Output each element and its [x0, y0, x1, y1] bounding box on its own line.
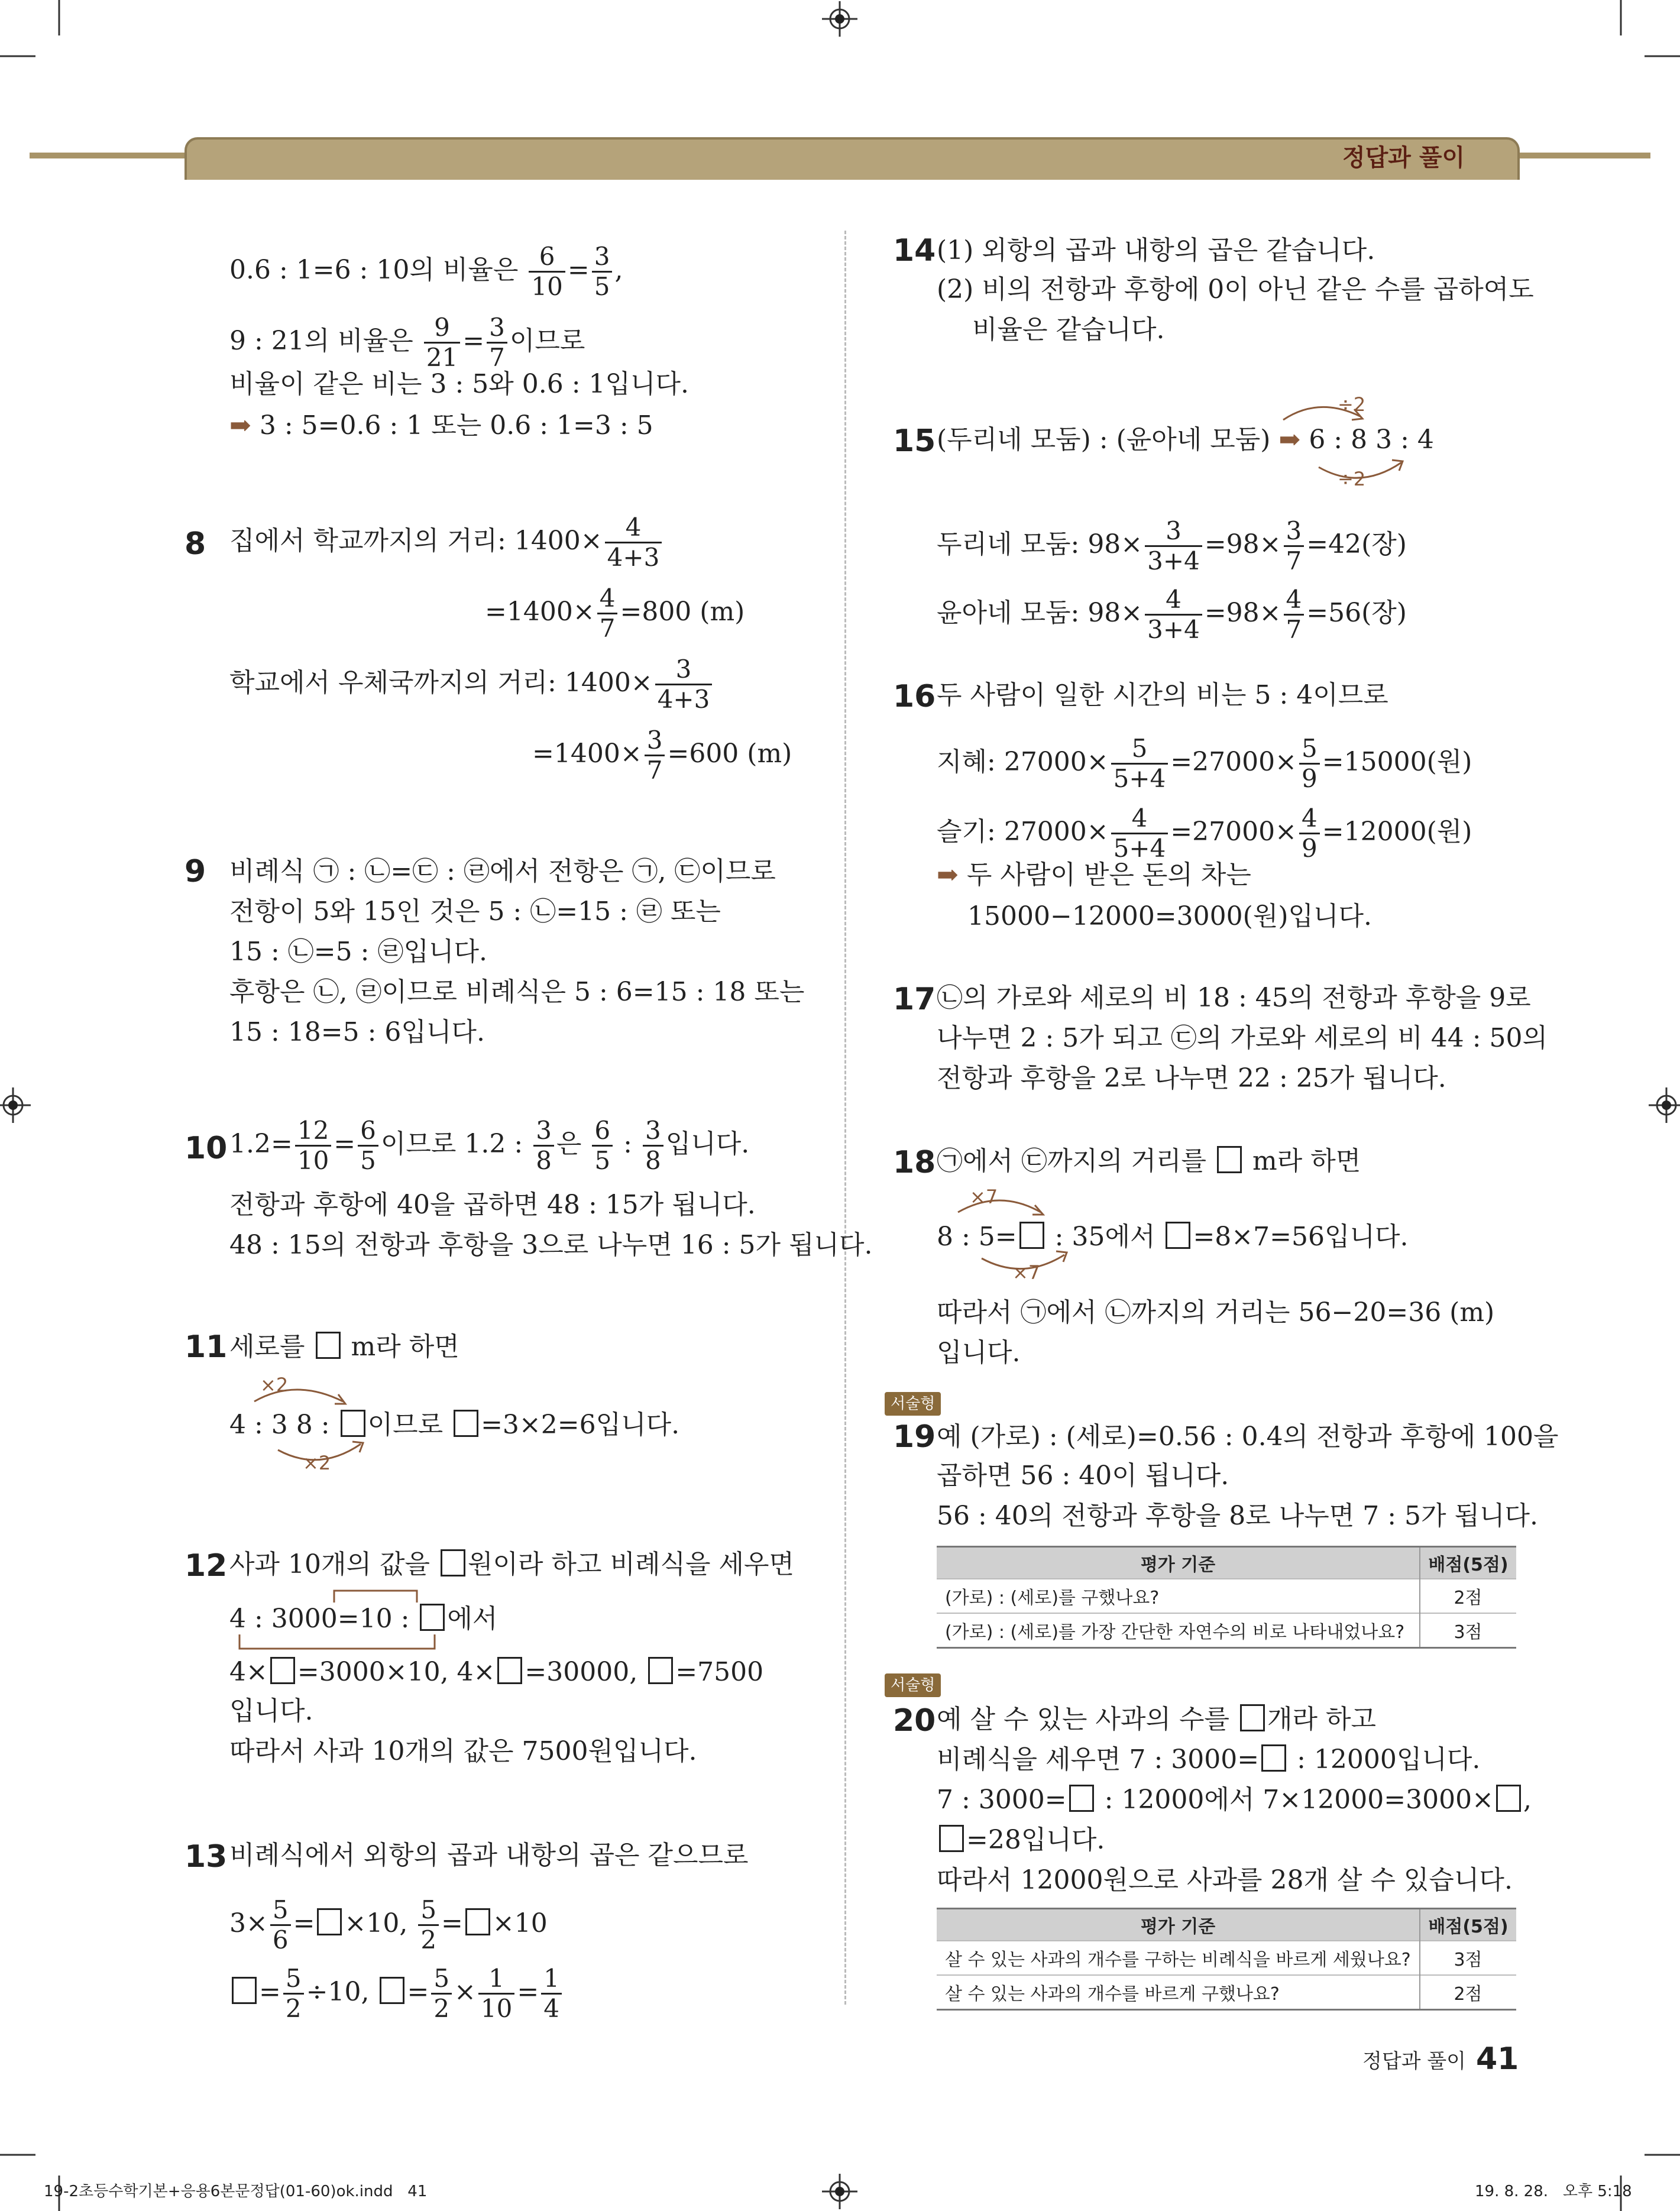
blank-box — [441, 1549, 465, 1576]
p15-l2c: =42(장) — [1306, 529, 1407, 559]
p20-l2a: 비례식을 세우면 7 : 3000= — [937, 1744, 1260, 1775]
p16-f1d: 5+4 — [1113, 764, 1166, 793]
p16-l3c: =12000(원) — [1322, 817, 1472, 847]
p18-l2b: : 35에서 — [1046, 1222, 1164, 1252]
p15-f1n: 3 — [1145, 517, 1202, 547]
p13-f2n: 5 — [418, 1896, 439, 1926]
fraction — [283, 1964, 304, 2023]
p13-l3d: × — [454, 1977, 476, 2007]
p20-l3c: , — [1523, 1785, 1532, 1815]
p13-l3e: = — [517, 1977, 539, 2007]
p13-l2c: ×10, — [344, 1908, 416, 1938]
p16-l2a: 지혜: 27000× — [937, 747, 1109, 777]
fraction — [592, 1116, 613, 1175]
p10-colon: : — [615, 1129, 640, 1159]
p7-l4: 3 : 5=0.6 : 1 또는 0.6 : 1=3 : 5 — [259, 410, 653, 441]
fraction — [597, 584, 618, 643]
p20-l3a: 7 : 3000= — [937, 1785, 1067, 1815]
p15-f2n: 3 — [1284, 517, 1304, 547]
p16-l1: 두 사람이 일한 시간의 비는 5 : 4이므로 — [937, 680, 1388, 710]
p13-l3c: = — [407, 1977, 429, 2007]
p20-rubric-s1: 3점 — [1420, 1941, 1516, 1975]
ratio-arrows-18 — [946, 1189, 1100, 1283]
p15-l2a: 두리네 모둠: 98× — [937, 529, 1143, 559]
p12-num: 12 — [184, 1548, 228, 1584]
p7-f4d: 7 — [489, 343, 505, 372]
blank-box — [316, 1332, 341, 1359]
timestamp: 19. 8. 28. 오후 5:18 — [1475, 2183, 1632, 2200]
p7-comma: , — [614, 255, 623, 285]
p10-f1n: 12 — [295, 1116, 331, 1147]
fraction — [645, 726, 665, 785]
p18-num: 18 — [893, 1145, 936, 1180]
blank-box — [1217, 1146, 1242, 1173]
blank-box — [1496, 1785, 1521, 1812]
p19-rubric-h1: 평가 기준 — [937, 1547, 1420, 1579]
essay-badge: 서술형 — [885, 1392, 941, 1416]
p17-l2: 나누면 2 : 5가 되고 ㉢의 가로와 세로의 비 44 : 50의 — [937, 1023, 1548, 1053]
p19-rubric-h2: 배점(5점) — [1420, 1547, 1516, 1579]
p15-f2d: 7 — [1286, 546, 1302, 575]
p13-l2a: 3× — [229, 1908, 268, 1938]
p11-num: 11 — [184, 1329, 228, 1365]
p20-num: 20 — [893, 1703, 936, 1739]
p8-l4b: =600 (m) — [667, 739, 792, 769]
p7-eq: = — [462, 326, 485, 356]
p12-l3b: =3000×10, 4× — [297, 1657, 496, 1687]
fraction — [1299, 804, 1320, 863]
p14-num: 14 — [893, 233, 936, 268]
p16-l4: 두 사람이 받은 돈의 차는 — [966, 860, 1251, 890]
essay-badge: 서술형 — [885, 1673, 941, 1697]
rubric-table-19 — [937, 1546, 1516, 1649]
p8-f1d: 4+3 — [607, 543, 660, 572]
header-title: 정답과 풀이 — [1342, 144, 1465, 171]
p20-l4b: =28입니다. — [966, 1825, 1105, 1855]
p8-f2d: 7 — [599, 614, 616, 643]
p16-f2d: 9 — [1302, 764, 1318, 793]
p16-l2c: =15000(원) — [1322, 747, 1472, 777]
p13-f4n: 5 — [431, 1964, 452, 1995]
p7-f2n: 3 — [592, 242, 613, 273]
p19-rubric-r2: (가로) : (세로)를 가장 간단한 자연수의 비로 나타내었나요? — [937, 1613, 1420, 1648]
ratio-arrows-15 — [1271, 396, 1425, 497]
p16-f3n: 4 — [1111, 804, 1168, 834]
p12-l4: 입니다. — [229, 1696, 313, 1726]
blank-box — [497, 1657, 522, 1684]
p19-num: 19 — [893, 1419, 936, 1455]
p13-num: 13 — [184, 1839, 228, 1875]
p11-x2: ×2 — [303, 1452, 331, 1474]
p14-l2: (2) 비의 전항과 후항에 0이 아닌 같은 수를 곱하여도 — [937, 274, 1534, 305]
p16-f2n: 5 — [1299, 734, 1320, 765]
p16-f4n: 4 — [1299, 804, 1320, 834]
p15-f3d: 3+4 — [1147, 615, 1200, 644]
p20-l1a: 예 살 수 있는 사과의 수를 — [937, 1704, 1238, 1734]
fraction — [270, 1896, 291, 1954]
p15-f1d: 3+4 — [1147, 546, 1200, 575]
fraction — [1111, 804, 1168, 863]
p8-l2a: =1400× — [485, 597, 595, 627]
p16-l2b: =27000× — [1170, 747, 1297, 777]
p7-f3n: 9 — [424, 313, 460, 344]
file-info: 19-2초등수학기본+응용6본문정답(01-60)ok.indd 41 — [44, 2183, 428, 2200]
p17-l1: ㉡의 가로와 세로의 비 18 : 45의 전항과 후항을 9로 — [937, 983, 1531, 1013]
p7-l1a: 0.6 : 1=6 : 10의 비율은 — [229, 255, 527, 285]
p11-l2a: 4 : 3 8 : — [229, 1410, 338, 1440]
p7-f1n: 6 — [529, 242, 565, 273]
p10-l1b: 이므로 1.2 : — [380, 1129, 532, 1159]
p13-f6d: 4 — [543, 1994, 559, 2023]
fraction — [358, 1116, 378, 1175]
p15-l3c: =56(장) — [1306, 598, 1407, 628]
p19-rubric-s1: 2점 — [1420, 1579, 1516, 1613]
p15-f4d: 7 — [1286, 615, 1302, 644]
p15-num: 15 — [893, 423, 936, 459]
p19-l2: 곱하면 56 : 40이 됩니다. — [937, 1461, 1229, 1491]
fraction — [1145, 585, 1202, 644]
p15-div2: ÷2 — [1338, 468, 1366, 490]
p10-l1c: 은 — [556, 1129, 590, 1159]
p15-l1a: (두리네 모둠) : (윤아네 모둠) — [937, 425, 1271, 455]
p10-l2: 전항과 후항에 40을 곱하면 48 : 15가 됩니다. — [229, 1190, 756, 1220]
p8-f2n: 4 — [597, 584, 618, 614]
fraction — [529, 242, 565, 301]
fraction — [1284, 585, 1304, 644]
ratio-arrows — [242, 1378, 373, 1472]
p11-x2: ×2 — [260, 1374, 289, 1396]
fraction — [1111, 734, 1168, 793]
p12-l2b: 에서 — [447, 1604, 498, 1634]
p16-f4d: 9 — [1302, 834, 1318, 863]
blank-box — [465, 1908, 490, 1935]
p16-l3a: 슬기: 27000× — [937, 817, 1109, 847]
p18-l1b: m라 하면 — [1244, 1146, 1361, 1176]
p13-f5d: 10 — [480, 1994, 513, 2023]
footer-label: 정답과 풀이 — [1362, 2050, 1467, 2073]
p10-f1d: 10 — [297, 1146, 329, 1175]
p13-f3d: 2 — [285, 1994, 302, 2023]
p10-l3: 48 : 15의 전항과 후항을 3으로 나누면 16 : 5가 됩니다. — [229, 1230, 873, 1260]
p15-l2b: =98× — [1204, 529, 1281, 559]
p20-l2b: : 12000입니다. — [1289, 1744, 1481, 1775]
p9-l1: 비례식 ㉠ : ㉡=㉢ : ㉣에서 전항은 ㉠, ㉢이므로 — [229, 856, 776, 886]
fraction — [295, 1116, 331, 1175]
fraction — [424, 313, 460, 372]
p13-l3a: = — [259, 1977, 281, 2007]
blank-box — [1261, 1744, 1286, 1772]
p8-f3d: 4+3 — [657, 685, 710, 714]
p13-f3n: 5 — [283, 1964, 304, 1995]
blank-box — [420, 1604, 445, 1631]
p20-rubric-s2: 2점 — [1420, 1975, 1516, 2010]
fraction — [1284, 517, 1304, 575]
p19-rubric-r1: (가로) : (세로)를 구했나요? — [937, 1579, 1420, 1613]
p16-f1n: 5 — [1111, 734, 1168, 765]
fraction — [605, 513, 662, 572]
p13-l3b: ÷10, — [306, 1977, 378, 2007]
p18-l2a: 8 : 5= — [937, 1222, 1017, 1252]
p7-f3d: 21 — [426, 343, 458, 372]
fraction — [487, 313, 507, 372]
p9-l4: 후항은 ㉡, ㉣이므로 비례식은 5 : 6=15 : 18 또는 — [229, 977, 805, 1007]
p10-l1a: 1.2= — [229, 1129, 293, 1159]
p17-l3: 전항과 후항을 2로 나누면 22 : 25가 됩니다. — [937, 1063, 1446, 1093]
p15-l1b: 6 : 8 3 : 4 — [1309, 425, 1434, 455]
p10-f3d: 8 — [536, 1146, 552, 1175]
p12-l5: 따라서 사과 10개의 값은 7500원입니다. — [229, 1736, 697, 1766]
blank-box — [317, 1908, 342, 1935]
p20-rubric-r2: 살 수 있는 사과의 개수를 바르게 구했나요? — [937, 1975, 1420, 2010]
arrow-icon: ➡ — [937, 860, 967, 890]
p13-l2d: = — [441, 1908, 463, 1938]
p20-rubric-h2: 배점(5점) — [1420, 1909, 1516, 1941]
p18-l1a: ㉠에서 ㉢까지의 거리를 — [937, 1146, 1215, 1176]
p20-l3b: : 12000에서 7×12000=3000× — [1096, 1785, 1494, 1815]
p13-f4d: 2 — [433, 1994, 450, 2023]
p11-l2c: =3×2=6입니다. — [481, 1410, 680, 1440]
p18-x7: ×7 — [1012, 1261, 1041, 1284]
p16-num: 16 — [893, 679, 936, 714]
p13-l1: 비례식에서 외항의 곱과 내항의 곱은 같으므로 — [229, 1840, 749, 1870]
blank-box — [1240, 1704, 1265, 1731]
p8-f1n: 4 — [605, 513, 662, 543]
p9-l2: 전항이 5와 15인 것은 5 : ㉡=15 : ㉣ 또는 — [229, 896, 721, 927]
p20-l5: 따라서 12000원으로 사과를 28개 살 수 있습니다. — [937, 1865, 1513, 1895]
p8-l4a: =1400× — [532, 739, 642, 769]
p10-f5n: 3 — [643, 1116, 663, 1147]
p13-l2b: = — [293, 1908, 315, 1938]
p18-l2c: =8×7=56입니다. — [1193, 1222, 1409, 1252]
blank-box — [380, 1977, 404, 2004]
fraction — [1145, 517, 1202, 575]
p7-f4n: 3 — [487, 313, 507, 344]
p13-f1d: 6 — [272, 1925, 289, 1954]
p9-num: 9 — [184, 854, 206, 889]
blank-box — [648, 1657, 673, 1684]
p13-f5n: 1 — [478, 1964, 514, 1995]
p8-f3n: 3 — [655, 655, 713, 685]
p7-l2a: 9 : 21의 비율은 — [229, 326, 422, 356]
p12-l2a: 4 : 3000=10 : — [229, 1604, 418, 1634]
p9-l3: 15 : ㉡=5 : ㉣입니다. — [229, 937, 487, 967]
blank-box — [232, 1977, 257, 2004]
p12-l3c: =30000, — [525, 1657, 646, 1687]
fraction — [592, 242, 613, 301]
blank-box — [270, 1657, 295, 1684]
p10-num: 10 — [184, 1131, 228, 1166]
p20-l1b: 개라 하고 — [1267, 1704, 1376, 1734]
p13-f2d: 2 — [420, 1925, 437, 1954]
p8-num: 8 — [184, 526, 206, 562]
p16-l5: 15000−12000=3000(원)입니다. — [967, 901, 1372, 931]
p20-rubric-r1: 살 수 있는 사과의 개수를 구하는 비례식을 바르게 세웠나요? — [937, 1941, 1420, 1975]
fraction — [533, 1116, 554, 1175]
p7-l2b: 이므로 — [509, 326, 585, 356]
p20-rubric-h1: 평가 기준 — [937, 1909, 1420, 1941]
p11-l1a: 세로를 — [229, 1332, 313, 1362]
p11-l2b: 이므로 — [367, 1410, 452, 1440]
p14-l1: (1) 외항의 곱과 내항의 곱은 같습니다. — [937, 235, 1375, 266]
p16-l3b: =27000× — [1170, 817, 1297, 847]
p10-l1d: 입니다. — [665, 1129, 750, 1159]
p10-f2d: 5 — [360, 1146, 376, 1175]
blank-box — [1166, 1222, 1190, 1249]
p19-l3: 56 : 40의 전항과 후항을 8로 나누면 7 : 5가 됩니다. — [937, 1501, 1539, 1531]
p10-f2n: 6 — [358, 1116, 378, 1147]
p8-f4d: 7 — [646, 756, 663, 785]
blank-box — [1069, 1785, 1094, 1812]
p12-l3d: =7500 — [675, 1657, 764, 1687]
fraction — [431, 1964, 452, 2023]
p17-num: 17 — [893, 982, 936, 1017]
column-divider — [844, 231, 846, 2005]
p12-l3a: 4× — [229, 1657, 268, 1687]
p13-l2e: ×10 — [492, 1908, 548, 1938]
p10-f3n: 3 — [533, 1116, 554, 1147]
p15-l3a: 윤아네 모둠: 98× — [937, 598, 1143, 628]
fraction — [541, 1964, 562, 2023]
p9-l5: 15 : 18=5 : 6입니다. — [229, 1017, 485, 1047]
arrow-icon: ➡ — [229, 410, 260, 441]
p16-f3d: 5+4 — [1113, 834, 1166, 863]
fraction — [418, 1896, 439, 1954]
p7-eq: = — [567, 255, 590, 285]
p8-l3a: 학교에서 우체국까지의 거리: 1400× — [229, 668, 653, 698]
p18-l3: 따라서 ㉠에서 ㉡까지의 거리는 56−20=36 (m) — [937, 1297, 1495, 1328]
fraction — [655, 655, 713, 714]
blank-box — [939, 1825, 964, 1852]
p8-f4n: 3 — [645, 726, 665, 756]
header-tab — [184, 137, 1520, 180]
p15-div2: ÷2 — [1338, 393, 1366, 416]
fraction — [643, 1116, 663, 1175]
p13-f6n: 1 — [541, 1964, 562, 1995]
p7-f1d: 10 — [531, 272, 563, 301]
p19-l1: 예 (가로) : (세로)=0.56 : 0.4의 전항과 후항에 100을 — [937, 1422, 1559, 1452]
p7-l3: 비율이 같은 비는 3 : 5와 0.6 : 1입니다. — [229, 369, 690, 399]
p15-f4n: 4 — [1284, 585, 1304, 616]
p7-f2d: 5 — [594, 272, 610, 301]
p15-l3b: =98× — [1204, 598, 1281, 628]
p11-l1b: m라 하면 — [342, 1332, 459, 1362]
p15-f3n: 4 — [1145, 585, 1202, 616]
p10-f4d: 5 — [594, 1146, 611, 1175]
p12-l1a: 사과 10개의 값을 — [229, 1549, 438, 1579]
p10-f5d: 8 — [645, 1146, 661, 1175]
fraction — [478, 1964, 514, 2023]
p18-x7: ×7 — [970, 1186, 998, 1208]
rubric-table-20 — [937, 1908, 1516, 2011]
p14-l3: 비율은 같습니다. — [972, 315, 1165, 345]
p18-l4: 입니다. — [937, 1338, 1021, 1368]
p8-l1a: 집에서 학교까지의 거리: 1400× — [229, 526, 603, 556]
p19-rubric-s2: 3점 — [1420, 1613, 1516, 1648]
fraction — [1299, 734, 1320, 793]
p10-f4n: 6 — [592, 1116, 613, 1147]
page-number: 41 — [1476, 2041, 1519, 2077]
p12-l1b: 원이라 하고 비례식을 세우면 — [467, 1549, 794, 1579]
p8-l2b: =800 (m) — [620, 597, 745, 627]
blank-box — [454, 1410, 478, 1437]
p13-f1n: 5 — [270, 1896, 291, 1926]
